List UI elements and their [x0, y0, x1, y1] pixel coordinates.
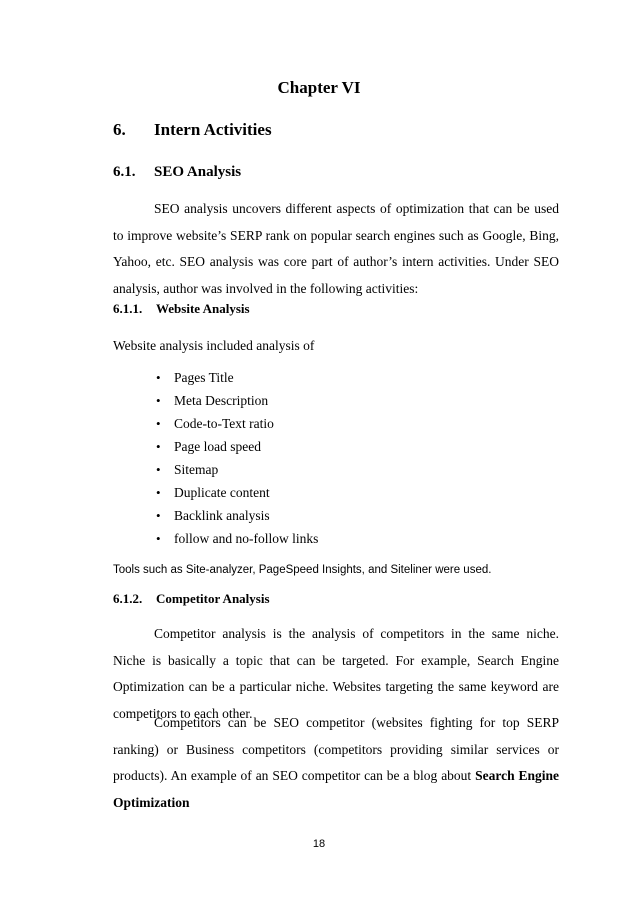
- page-number: 18: [312, 838, 326, 850]
- list-item: • Code-to-Text ratio: [154, 412, 318, 435]
- list-item: • Page load speed: [154, 435, 318, 458]
- chapter-heading: Chapter VI: [277, 78, 361, 97]
- competitor-paragraph-2: Competitors can be SEO competitor (websites fighting for top SERP ranking) or Business competitors (competitors providing similar services or products). An example of an SEO competitor can be a blog about Search Engine Optimization: [113, 715, 560, 810]
- list-item: • Pages Title: [154, 366, 318, 389]
- subsection-title: SEO Analysis: [154, 164, 242, 180]
- competitor-analysis-title: Competitor Analysis: [156, 591, 270, 606]
- competitor-analysis-number: 6.1.2.: [113, 591, 143, 606]
- bullet-icon: •: [156, 370, 161, 385]
- website-analysis-list: [154, 366, 318, 550]
- section-number: 6.: [113, 120, 126, 139]
- website-analysis-number: 6.1.1.: [113, 301, 143, 316]
- subsection-number: 6.1.: [113, 164, 136, 180]
- bullet-icon: •: [156, 462, 161, 477]
- bullet-icon: •: [156, 485, 161, 500]
- list-item: • follow and no-follow links: [154, 527, 318, 550]
- list-item: • Meta Description: [154, 389, 318, 412]
- bullet-icon: •: [156, 508, 161, 523]
- intro-paragraph: SEO analysis uncovers different aspects of optimization that can be used to improve website’s SERP rank on popular search engines such as Google, Bing, Yahoo, etc. SEO analysis was core part of author’s intern activities. Under SEO analysis, author was involved in the following activities:: [113, 201, 559, 296]
- tools-note: Tools such as Site-analyzer, PageSpeed Insights, and Siteliner were used.: [113, 564, 492, 576]
- bullet-icon: •: [156, 531, 161, 546]
- list-item: • Sitemap: [154, 458, 318, 481]
- bullet-icon: •: [156, 393, 161, 408]
- bullet-icon: •: [156, 439, 161, 454]
- section-title: Intern Activities: [154, 120, 272, 139]
- competitor-paragraph-1: Competitor analysis is the analysis of competitors in the same niche. Niche is basically a topic that can be targeted. For example, Search Engine Optimization can be a particular niche. Websites targeting the same keyword are competitors to each other.: [113, 626, 559, 721]
- website-analysis-title: Website Analysis: [156, 301, 250, 316]
- website-analysis-lead: Website analysis included analysis of: [113, 338, 315, 353]
- list-item: • Backlink analysis: [154, 504, 318, 527]
- bold-phrase: Search Engine Optimization: [113, 768, 560, 810]
- list-item: • Duplicate content: [154, 481, 318, 504]
- bullet-icon: •: [156, 416, 161, 431]
